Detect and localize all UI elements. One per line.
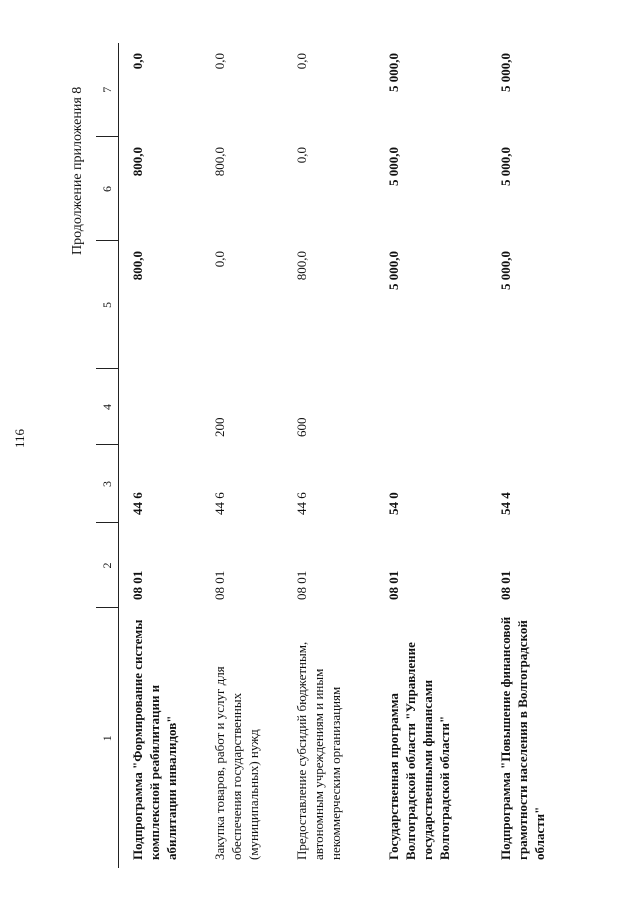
row-target: 54 4 xyxy=(498,492,513,515)
row-value-5: 800,0 xyxy=(130,251,145,281)
column-header-4: 4 xyxy=(96,369,119,445)
table-row xyxy=(375,43,487,868)
column-header-7: 7 xyxy=(96,43,119,137)
row-value-7: 0,0 xyxy=(130,53,145,70)
row-value-6: 800,0 xyxy=(212,147,227,177)
row-section: 08 01 xyxy=(386,570,401,600)
row-value-7: 0,0 xyxy=(212,53,227,70)
row-value-7: 5 000,0 xyxy=(498,53,513,92)
row-target: 44 6 xyxy=(130,492,145,515)
table-row xyxy=(119,43,202,868)
row-value-5: 800,0 xyxy=(294,251,309,281)
row-value-5: 5 000,0 xyxy=(498,251,513,290)
row-expense-type xyxy=(375,369,487,445)
row-expense-type xyxy=(487,369,583,445)
table-row xyxy=(283,43,375,868)
row-value-6: 5 000,0 xyxy=(386,147,401,186)
row-target: 44 6 xyxy=(294,492,309,515)
row-target: 54 0 xyxy=(386,492,401,515)
continuation-label: Продолжение приложения 8 xyxy=(70,86,85,255)
budget-table xyxy=(96,43,583,868)
column-header-6: 6 xyxy=(96,137,119,241)
column-header-5: 5 xyxy=(96,241,119,369)
column-header-3: 3 xyxy=(96,445,119,523)
row-value-6: 800,0 xyxy=(130,147,145,177)
row-value-6: 0,0 xyxy=(294,147,309,164)
row-value-5: 0,0 xyxy=(212,251,227,268)
row-value-6: 5 000,0 xyxy=(498,147,513,186)
row-target: 44 6 xyxy=(212,492,227,515)
row-section: 08 01 xyxy=(498,570,513,600)
page-number: 116 xyxy=(12,428,27,448)
row-name: Подпрограмма "Повышение финансовой грамотности населения в Волгоградской области" xyxy=(498,616,547,860)
row-value-5: 5 000,0 xyxy=(386,251,401,290)
row-expense-type: 600 xyxy=(294,417,309,437)
row-expense-type: 200 xyxy=(212,417,227,437)
row-name: Подпрограмма "Формирование системы комплексной реабилитации и абилитации инвалидов" xyxy=(130,619,179,860)
row-name: Предоставление субсидий бюджетным, автономным учреждениям и иным некоммерческим организациям xyxy=(294,641,343,860)
row-expense-type xyxy=(119,369,202,445)
table-row xyxy=(201,43,283,868)
row-section: 08 01 xyxy=(212,570,227,600)
row-name: Закупка товаров, работ и услуг для обеспечения государственных (муниципальных) нужд xyxy=(212,666,261,860)
row-section: 08 01 xyxy=(130,570,145,600)
budget-table-container xyxy=(96,43,546,868)
column-header-2: 2 xyxy=(96,523,119,608)
column-header-1: 1 xyxy=(96,608,119,868)
row-name: Государственная программа Волгоградской области "Управление государственными финансами Волгоградской области" xyxy=(386,642,452,860)
row-value-7: 5 000,0 xyxy=(386,53,401,92)
table-header-row xyxy=(96,43,119,868)
row-section: 08 01 xyxy=(294,570,309,600)
table-row xyxy=(487,43,583,868)
row-value-7: 0,0 xyxy=(294,53,309,70)
